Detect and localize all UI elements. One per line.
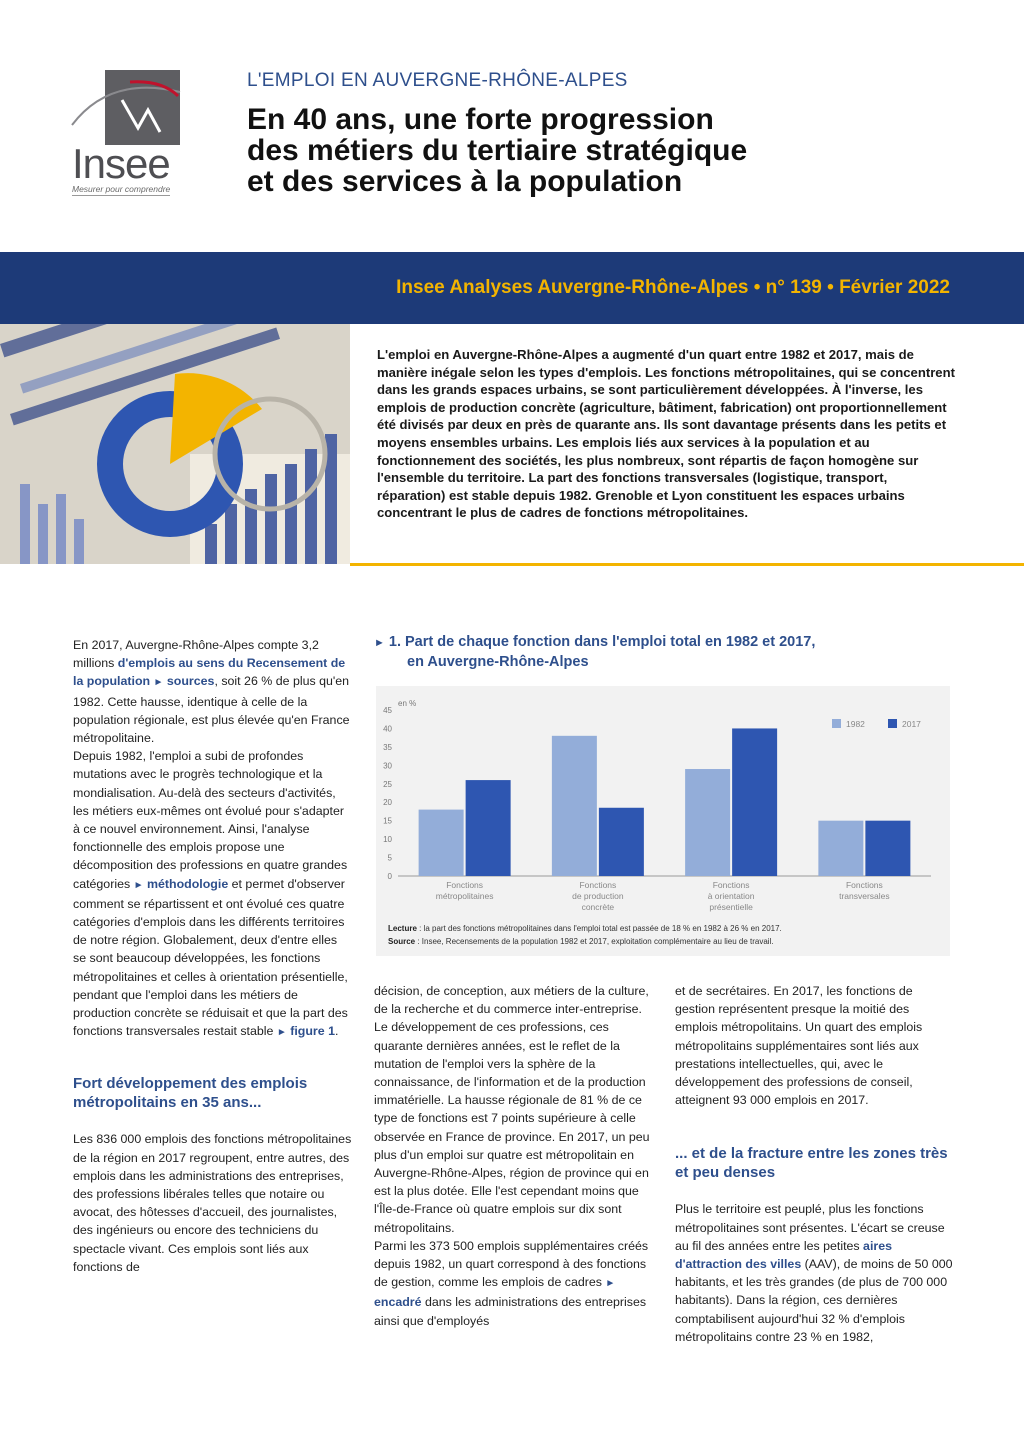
x-tick-label: transversales: [839, 891, 890, 901]
section-heading: ... et de la fracture entre les zones très et peu denses: [675, 1145, 948, 1181]
source-label: Source: [388, 937, 416, 946]
bar-2017: [865, 821, 910, 876]
column-2: [374, 982, 654, 1330]
y-tick-label: 20: [383, 798, 392, 808]
text: dans les administrations des entreprises ainsi que d'employés: [374, 1295, 647, 1328]
abstract-divider: [350, 563, 1024, 566]
paragraph: [374, 1237, 654, 1330]
figure-title-line: 1. Part de chaque fonction dans l'emploi total en 1982 et 2017,: [388, 634, 816, 650]
hero-illustration: [0, 324, 350, 564]
lecture-label: Lecture: [388, 924, 417, 933]
link-emplois-recensement[interactable]: d'emplois au sens du Recensement de la population: [73, 656, 346, 689]
y-axis-label: en %: [398, 699, 417, 708]
text: , soit 26 % de plus qu'en 1982. Cette hausse, identique à celle de la population régionale, est plus élevée qu'en France métropolitaine.: [73, 674, 350, 746]
y-tick-label: 25: [383, 779, 392, 789]
y-tick-label: 5: [387, 853, 392, 863]
x-tick-label: à orientation: [707, 891, 755, 901]
kicker: L'EMPLOI EN AUVERGNE-RHÔNE-ALPES: [247, 70, 628, 91]
lecture-text: : la part des fonctions métropolitaines dans l'emploi total est passée de 18 % en 1982 à 26 % en 2017.: [416, 924, 782, 933]
publication-band: [0, 252, 1024, 324]
x-tick-label: de production: [572, 891, 624, 901]
text: Plus le territoire est peuplé, plus les fonctions métropolitaines sont présentes. L'écart se creuse au fil des années entre les petites: [675, 1202, 945, 1253]
text: Parmi les 373 500 emplois supplémentaires créés depuis 1982, un quart correspond à des fonctions de gestion, comme les emplois de cadres: [374, 1238, 649, 1290]
x-tick-label: concrète: [581, 902, 615, 912]
paragraph: [73, 636, 353, 747]
bar-chart: [376, 686, 950, 922]
text: et permet d'observer comment se répartissent et ont évolué ces quatre catégories d'emplois dans les différents territoires de notre région. Globalement, deux d'entre elles se sont beaucoup développées, les fonctions métropolitaines et celles à orientation présentielle, pendant que l'emploi dans les métiers de production concrète se réduisait et que la part des fonctions transversales restait stable: [73, 876, 348, 1039]
page-title: [247, 104, 947, 197]
link-aires-attraction[interactable]: aires d'attraction des villes: [675, 1238, 892, 1272]
bar-1982: [552, 736, 597, 876]
y-tick-label: 45: [383, 706, 392, 715]
legend-label: 1982: [846, 719, 865, 729]
bar-1982: [419, 810, 464, 876]
section-heading: Fort développement des emplois métropolitains en 35 ans...: [73, 1075, 308, 1111]
logo-name: Insee: [72, 140, 170, 187]
figure-title: [374, 633, 954, 672]
y-tick-label: 15: [383, 816, 392, 826]
logo-tagline: Mesurer pour comprendre: [72, 184, 171, 194]
abstract: L'emploi en Auvergne-Rhône-Alpes a augmenté d'un quart entre 1982 et 2017, mais de manière inégale selon les types d'emplois. Les fonctions métropolitaines, qui se concentrent dans les grands espaces urbains, se sont particulièrement développées. À l'inverse, les emplois de production concrète (agriculture, bâtiment, fabrication) ont proportionnellement été divisés par deux en près de quarante ans. Ils sont davantage présents dans les petits et moyens ensembles urbains. Les emplois liés aux services à la population et au fonctionnement des sociétés, les plus nombreux, sont répartis de façon homogène sur l'ensemble du territoire. La part des fonctions transversales (logistique, transport, réparation) est stable depuis 1982. Grenoble et Lyon constituent les espaces urbains concentrant le plus de cadres de fonctions métropolitaines.: [377, 347, 955, 521]
link-methodologie[interactable]: méthodologie: [146, 876, 229, 891]
bar-2017: [599, 808, 644, 876]
column-3: [675, 982, 955, 1346]
figure-title-line: en Auvergne-Rhône-Alpes: [407, 654, 589, 670]
text: .: [334, 1024, 339, 1039]
text: Depuis 1982, l'emploi a subi de profondes mutations avec le progrès technologique et la mondialisation. Au-delà des secteurs d'activités, les métiers eux-mêmes ont évolué pour s'adapter à ce nouvel environnement. Ainsi, l'analyse fonctionnelle des emplois propose une décomposition des professions en quatre grandes catégories: [73, 749, 348, 891]
x-tick-label: métropolitaines: [435, 891, 494, 901]
x-tick-label: Fonctions: [712, 880, 750, 890]
column-1: [73, 636, 353, 1276]
publication-reference: Insee Analyses Auvergne-Rhône-Alpes • n° 139 • Février 2022: [396, 277, 950, 298]
y-tick-label: 30: [383, 761, 392, 771]
paragraph: [675, 1200, 955, 1346]
x-tick-label: Fonctions: [579, 880, 617, 890]
link-figure-1[interactable]: figure 1: [290, 1024, 335, 1039]
paragraph: Les 836 000 emplois des fonctions métropolitaines de la région en 2017 regroupent, entre autres, des emplois dans les administrations des entreprises, des professions libérales telles que notaire ou avocat, des hôtesses d'accueil, des journalistes, des ingénieurs ou encore des techniciens du spectacle vivant. Ces emplois sont liés aux fonctions de: [73, 1132, 352, 1274]
paragraph: [73, 747, 353, 1042]
y-tick-label: 35: [383, 742, 392, 752]
paragraph: décision, de conception, aux métiers de la culture, de la recherche et du commerce inter-entreprise. Le développement de ces professions, ces quarante dernières années, est le reflet de la mutation de l'emploi vers la sphère de la connaissance, de l'information et de la production immatérielle. La hausse régionale de 81 % de ce type de fonctions est 7 points supérieure à celle observée en France de province. En 2017, un peu plus d'un emploi sur quatre est métropolitain en Auvergne-Rhône-Alpes, région de province qui en est la plus dotée. Elle l'est cependant moins que l'Île-de-France où quatre emplois sur dix sont métropolitains.: [374, 984, 650, 1235]
x-tick-label: Fonctions: [845, 880, 883, 890]
link-sources[interactable]: sources: [166, 674, 215, 689]
title-line: En 40 ans, une forte progression: [247, 103, 714, 136]
link-encadre[interactable]: encadré: [374, 1295, 422, 1310]
arrow-icon: ►: [374, 637, 385, 649]
y-tick-label: 0: [387, 872, 392, 881]
source-text: : Insee, Recensements de la population 1982 et 2017, exploitation complémentaire au lieu de travail.: [415, 937, 774, 946]
arrow-icon: ►: [153, 677, 164, 689]
y-tick-label: 40: [383, 724, 392, 734]
bar-1982: [818, 821, 863, 876]
title-line: des métiers du tertiaire stratégique: [247, 134, 748, 167]
x-tick-label: Fonctions: [446, 880, 484, 890]
figure-notes: [388, 922, 943, 948]
arrow-icon: ►: [276, 1027, 287, 1039]
legend-swatch: [888, 719, 897, 728]
legend-label: 2017: [902, 719, 921, 729]
figure-1-chart: [376, 686, 950, 956]
arrow-icon: ►: [605, 1278, 616, 1290]
bar-2017: [466, 780, 511, 876]
text: En 2017, Auvergne-Rhône-Alpes compte 3,2 millions: [73, 638, 319, 671]
y-tick-label: 10: [383, 835, 392, 845]
text: (AAV), de moins de 50 000 habitants, et les très grandes (de plus de 700 000 habitants). Dans la région, ces dernières comptabilisent aujourd'hui 32 % d'emplois métropolitains contre 23 % en 1982,: [675, 1257, 953, 1344]
x-tick-label: présentielle: [709, 902, 753, 912]
legend-swatch: [832, 719, 841, 728]
paragraph: et de secrétaires. En 2017, les fonctions de gestion représentent presque la moitié des emplois métropolitains. Un quart des emplois métropolitains supplémentaires sont liés aux prestations intellectuelles, qui, avec le développement des professions de conseil, atteignent 93 000 emplois en 2017.: [675, 984, 923, 1108]
title-line: et des services à la population: [247, 165, 683, 198]
arrow-icon: ►: [133, 879, 144, 891]
bar-1982: [685, 769, 730, 876]
bar-2017: [732, 728, 777, 876]
insee-logo: [70, 70, 185, 200]
hero-chart-illustration-icon: [0, 324, 350, 564]
